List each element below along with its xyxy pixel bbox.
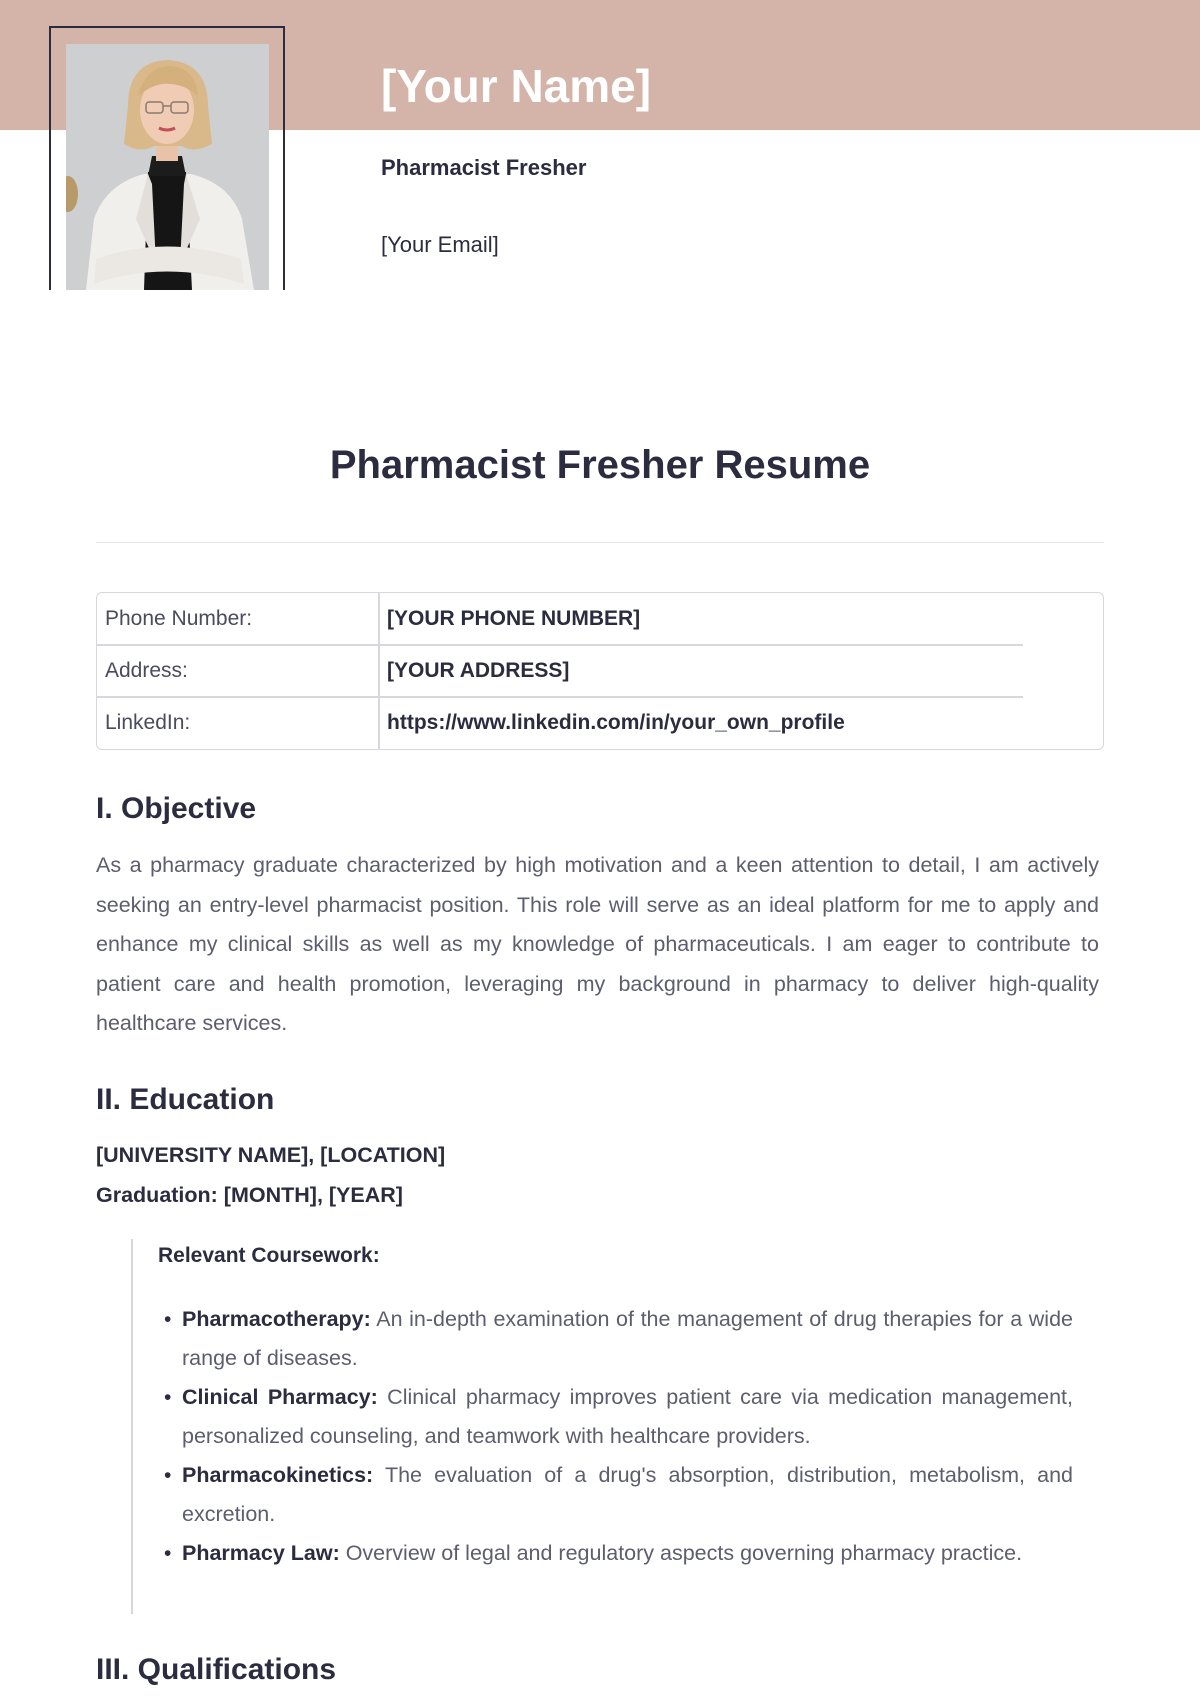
contact-value: [YOUR ADDRESS] [387, 659, 570, 682]
course-desc: Overview of legal and regulatory aspects governing pharmacy practice. [339, 1541, 1023, 1565]
course-desc: An in-depth examination of the management of drug therapies for a wide range of diseases. [182, 1307, 1073, 1370]
page-title: Pharmacist Fresher Resume [329, 443, 871, 487]
profile-photo [66, 44, 269, 290]
contact-label: Address: [105, 659, 188, 682]
title-divider [96, 542, 1104, 543]
course-term: Clinical Pharmacy: [182, 1385, 378, 1409]
bullet-icon: • [164, 1308, 172, 1331]
course-desc: The evaluation of a drug's absorption, distribution, metabolism, and excretion. [182, 1463, 1073, 1526]
contact-label: Phone Number: [105, 607, 253, 630]
list-item [158, 1378, 1073, 1456]
contact-label: LinkedIn: [105, 711, 191, 734]
email: [Your Email] [381, 232, 499, 257]
contact-table [96, 592, 1104, 750]
contact-value: [YOUR PHONE NUMBER] [387, 607, 641, 630]
objective-heading: I. Objective [96, 792, 257, 825]
qualifications-heading: III. Qualifications [96, 1653, 337, 1686]
course-term: Pharmacy Law: [182, 1541, 340, 1565]
bullet-icon: • [164, 1542, 172, 1565]
contact-row-linkedin [97, 697, 1103, 749]
list-item [158, 1456, 1073, 1534]
candidate-name: [Your Name] [381, 60, 652, 112]
contact-row-address [97, 645, 1103, 697]
linkedin-link[interactable]: https://www.linkedin.com/in/your_own_profile [387, 711, 845, 734]
coursework-label: Relevant Coursework: [158, 1244, 380, 1267]
course-term: Pharmacokinetics: [182, 1463, 374, 1487]
coursework-list [158, 1300, 1073, 1573]
course-desc: Clinical pharmacy improves patient care via medication management, personalized counseling, and teamwork with healthcare providers. [182, 1385, 1073, 1448]
education-heading: II. Education [96, 1083, 275, 1116]
bullet-icon: • [164, 1386, 172, 1409]
objective-text: As a pharmacy graduate characterized by high motivation and a keen attention to detail, I am actively seeking an entry-level pharmacist position. This role will serve as an ideal platform for me to apply and enhance my clinical skills as well as my knowledge of pharmaceuticals. I am eager to contribute to patient care and health promotion, leveraging my background in pharmacy to deliver high-quality healthcare services. [96, 853, 1099, 1035]
list-item [158, 1300, 1073, 1378]
bullet-icon: • [164, 1464, 172, 1487]
coursework-quote-bar [131, 1239, 133, 1614]
contact-row-phone [97, 593, 1103, 645]
job-title: Pharmacist Fresher [381, 155, 587, 180]
list-item [158, 1534, 1073, 1573]
graduation-line: Graduation: [MONTH], [YEAR] [96, 1183, 403, 1207]
university-line: [UNIVERSITY NAME], [LOCATION] [96, 1143, 446, 1167]
course-term: Pharmacotherapy: [182, 1307, 371, 1331]
